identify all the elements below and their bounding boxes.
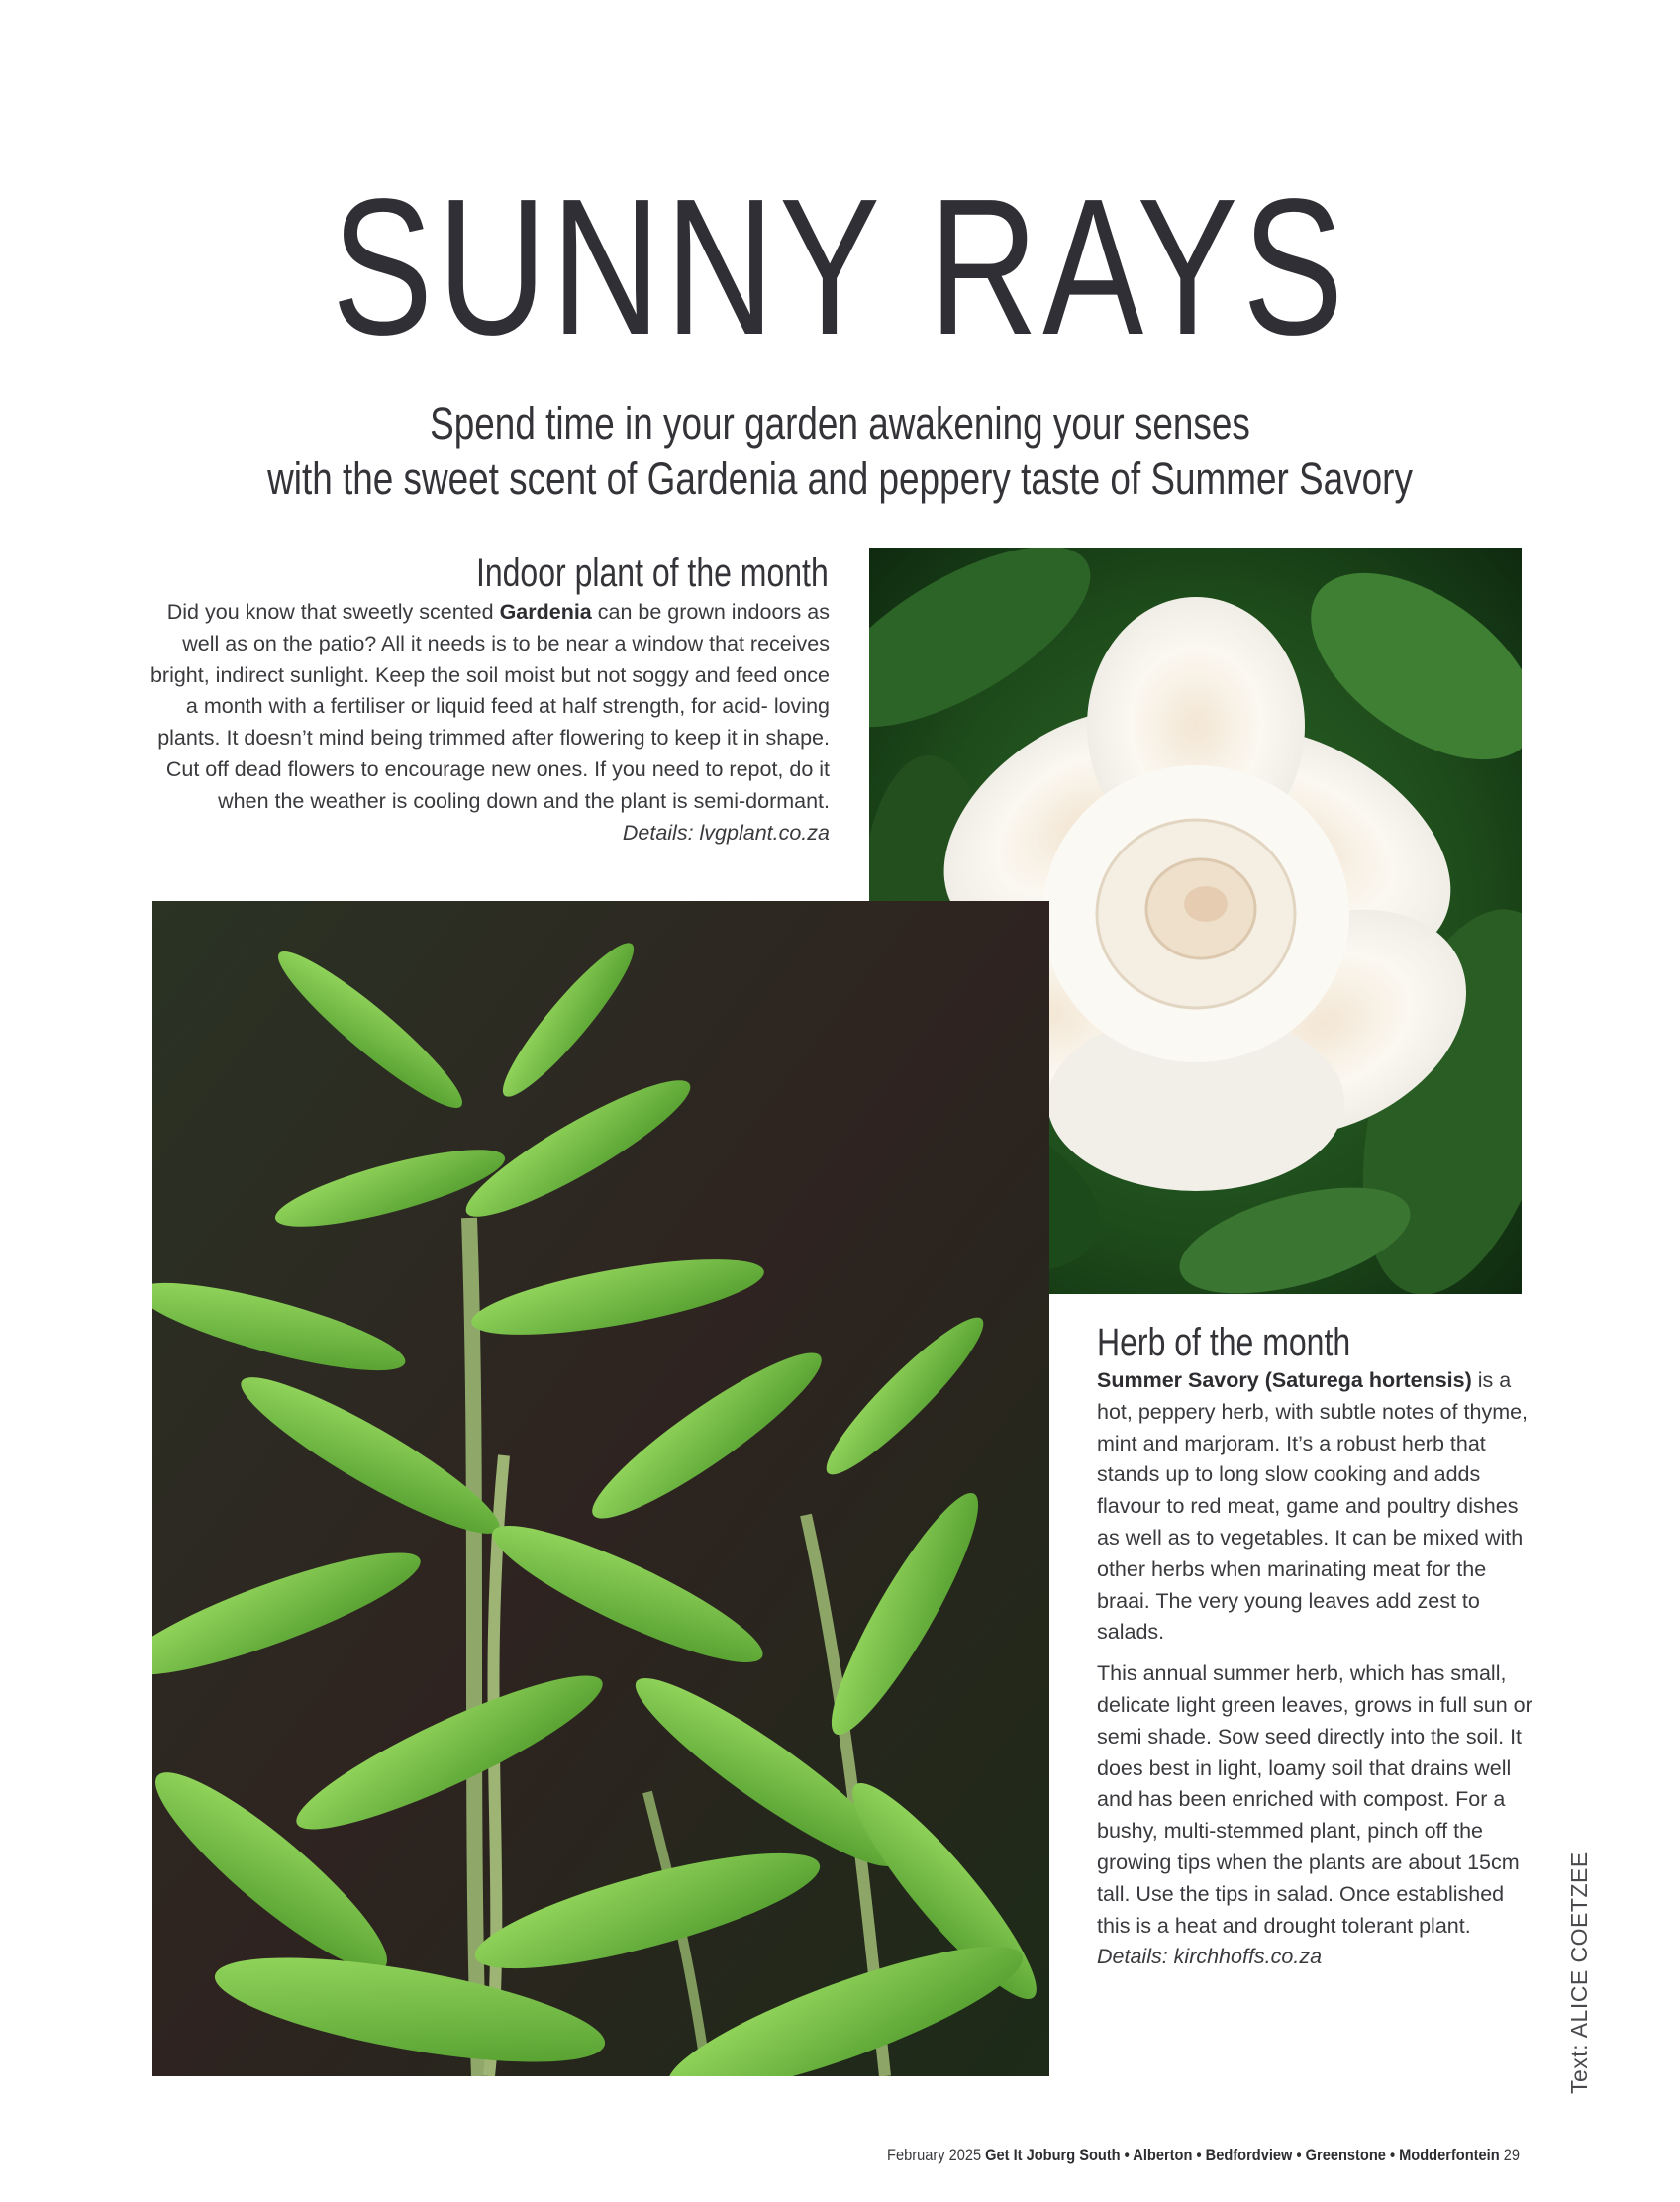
subtitle xyxy=(151,396,1530,507)
summer-savory-photo xyxy=(152,901,1049,2076)
herb-heading: Herb of the month xyxy=(1097,1321,1351,1364)
text-credit: Text: ALICE COETZEE xyxy=(1566,1852,1592,2094)
herb-paragraph-1 xyxy=(1097,1365,1542,1649)
herb-para2-text: This annual summer herb, which has small, delicate light green leaves, grows in full sun or semi shade. Sow seed directly into the soil. It does best in light, loamy soil that drains well and has been enriched with compost. For a bushy, multi-stemmed plant, pinch off the growing tips when the plants are about 15cm tall. Use the tips in salad. Once established this is a heat and drought tolerant plant. xyxy=(1097,1661,1532,1938)
page-title: SUNNY RAYS xyxy=(332,158,1348,375)
subtitle-line-1: Spend time in your garden awakening your senses xyxy=(430,398,1250,449)
summer-savory-illustration xyxy=(152,901,1049,2076)
indoor-plant-text xyxy=(148,597,830,849)
herb-text xyxy=(1097,1365,1542,1973)
footer-date: February 2025 xyxy=(887,2146,986,2164)
subtitle-line-2: with the sweet scent of Gardenia and peppery taste of Summer Savory xyxy=(267,453,1413,504)
indoor-plant-heading: Indoor plant of the month xyxy=(476,551,829,595)
indoor-details: Details: lvgplant.co.za xyxy=(622,820,830,845)
herb-para1-text: is a hot, peppery herb, with subtle notes of thyme, mint and marjoram. It’s a robust herb that stands up to long slow cooking and adds flavour to red meat, game and poultry dishes as well as to vegetables. It can be mixed with other herbs when marinating meat for the braai. The very young leaves add zest to salads. xyxy=(1097,1368,1529,1645)
page-footer xyxy=(887,2146,1520,2165)
herb-name: Summer Savory (Saturega hortensis) xyxy=(1097,1368,1472,1392)
indoor-intro: Did you know that sweetly scented xyxy=(166,600,500,624)
gardenia-name: Gardenia xyxy=(499,600,592,624)
herb-paragraph-2 xyxy=(1097,1658,1542,1973)
footer-publication: Get It Joburg South • Alberton • Bedfordview • Greenstone • Modderfontein xyxy=(985,2146,1500,2164)
herb-details: Details: kirchhoffs.co.za xyxy=(1097,1945,1323,1969)
indoor-body: can be grown indoors as well as on the patio? All it needs is to be near a window that receives bright, indirect sunlight. Keep the soil moist but not soggy and feed once a month with a fertiliser or liquid feed at half strength, for acid- loving plants. It doesn’t mind being trimmed after flowering to keep it in shape. Cut off dead flowers to encourage new ones. If you need to repot, do it when the weather is cooling down and the plant is semi-dormant. xyxy=(149,600,830,813)
footer-page-number: 29 xyxy=(1499,2146,1520,2164)
